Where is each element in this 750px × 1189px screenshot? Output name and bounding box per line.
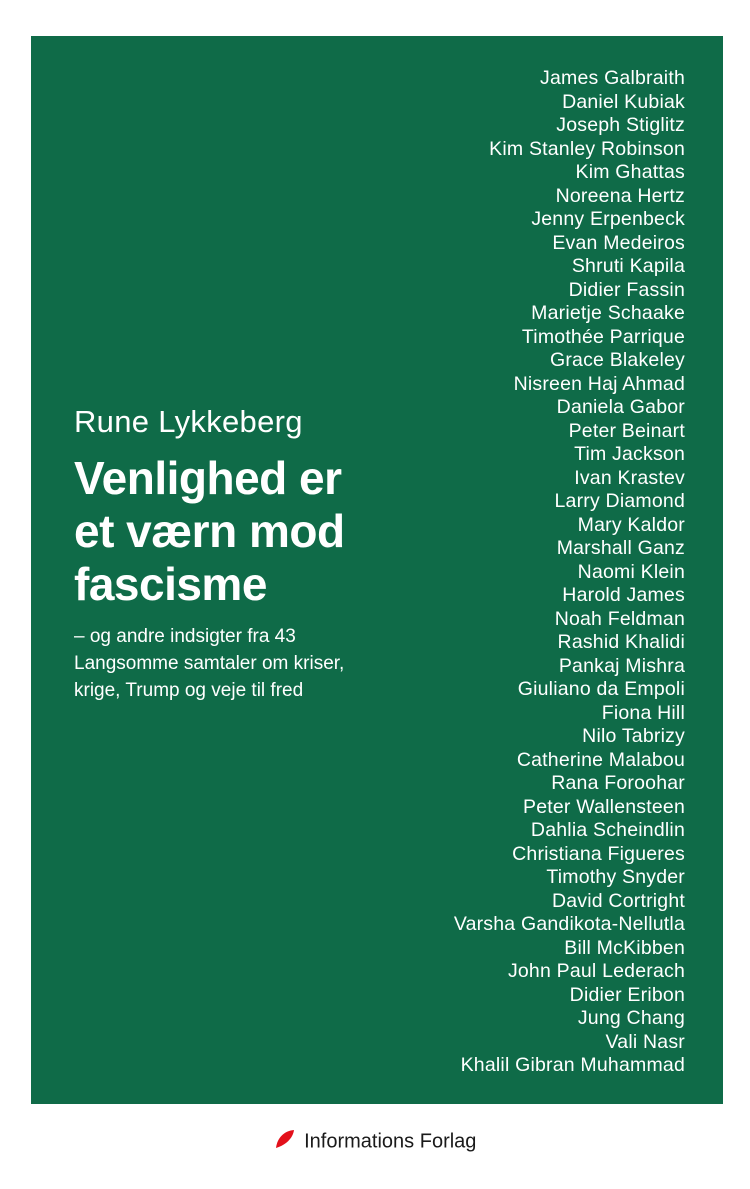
contributor-name: Harold James — [562, 584, 685, 606]
contributor-name: Daniela Gabor — [556, 396, 685, 418]
contributor-name: Mary Kaldor — [577, 513, 685, 536]
contributor-name: Christiana Figueres — [512, 842, 685, 865]
contributor-name: Naomi Klein — [577, 560, 685, 583]
contributor-name: Evan Medeiros — [552, 231, 685, 254]
contributor-name: Timothée Parrique — [521, 325, 685, 348]
contributor-name: Varsha Gandikota-Nellutla — [453, 913, 685, 935]
contributor-name: Joseph Stiglitz — [556, 114, 685, 136]
contributor-name: Rashid Khalidi — [557, 631, 685, 653]
contributor-name: Peter Wallensteen — [522, 795, 685, 818]
contributor-name: Vali Nasr — [605, 1030, 685, 1053]
contributor-name: Marietje Schaake — [531, 302, 685, 324]
contributor-name: Jung Chang — [577, 1007, 685, 1029]
contributor-name: Nisreen Haj Ahmad — [513, 372, 685, 395]
title-line: fascisme — [74, 558, 267, 610]
book-cover — [31, 36, 723, 1104]
contributor-name: Giuliano da Empoli — [517, 678, 685, 700]
title-line: et værn mod — [74, 505, 345, 557]
contributor-name: Kim Ghattas — [575, 161, 685, 183]
contributor-name: Daniel Kubiak — [562, 90, 685, 113]
contributor-name: Dahlia Scheindlin — [530, 819, 685, 841]
contributor-name: James Galbraith — [540, 67, 685, 89]
contributor-name: Pankaj Mishra — [558, 654, 685, 677]
author-name: Rune Lykkeberg — [74, 404, 303, 439]
contributor-name: Noreena Hertz — [555, 184, 685, 207]
book-title — [74, 452, 434, 611]
contributor-name: Catherine Malabou — [516, 748, 685, 771]
contributor-name: Jenny Erpenbeck — [531, 208, 685, 230]
publisher-name: Informations Forlag — [304, 1130, 477, 1153]
contributor-name: Larry Diamond — [554, 490, 685, 512]
contributor-name: Bill McKibben — [564, 936, 685, 959]
title-line: Venlighed er — [74, 452, 342, 504]
contributor-name: Tim Jackson — [574, 443, 685, 465]
publisher-imprint — [0, 1128, 750, 1156]
contributor-name: Didier Fassin — [568, 278, 685, 301]
contributor-name: Khalil Gibran Muhammad — [460, 1054, 685, 1076]
contributor-name: Didier Eribon — [569, 983, 685, 1006]
contributor-name: Ivan Krastev — [574, 466, 685, 489]
contributor-list — [454, 67, 685, 1078]
contributor-name: Fiona Hill — [601, 701, 685, 724]
contributor-name: Grace Blakeley — [549, 349, 685, 371]
contributor-name: Shruti Kapila — [571, 255, 685, 277]
book-subtitle: – og andre indsigter fra 43 Langsomme samtaler om kriser, krige, Trump og veje til fred — [74, 626, 345, 701]
contributor-name: Nilo Tabrizy — [582, 725, 685, 747]
contributor-name: Marshall Ganz — [556, 537, 685, 559]
contributor-name: Noah Feldman — [554, 607, 685, 630]
red-leaf-logo-icon — [274, 1128, 296, 1156]
contributor-name: Timothy Snyder — [546, 866, 685, 888]
contributor-name: David Cortright — [551, 889, 685, 912]
contributor-name: John Paul Lederach — [507, 960, 685, 982]
contributor-name: Peter Beinart — [568, 419, 685, 442]
contributor-name: Kim Stanley Robinson — [489, 137, 685, 160]
contributor-name: Rana Foroohar — [551, 772, 685, 794]
